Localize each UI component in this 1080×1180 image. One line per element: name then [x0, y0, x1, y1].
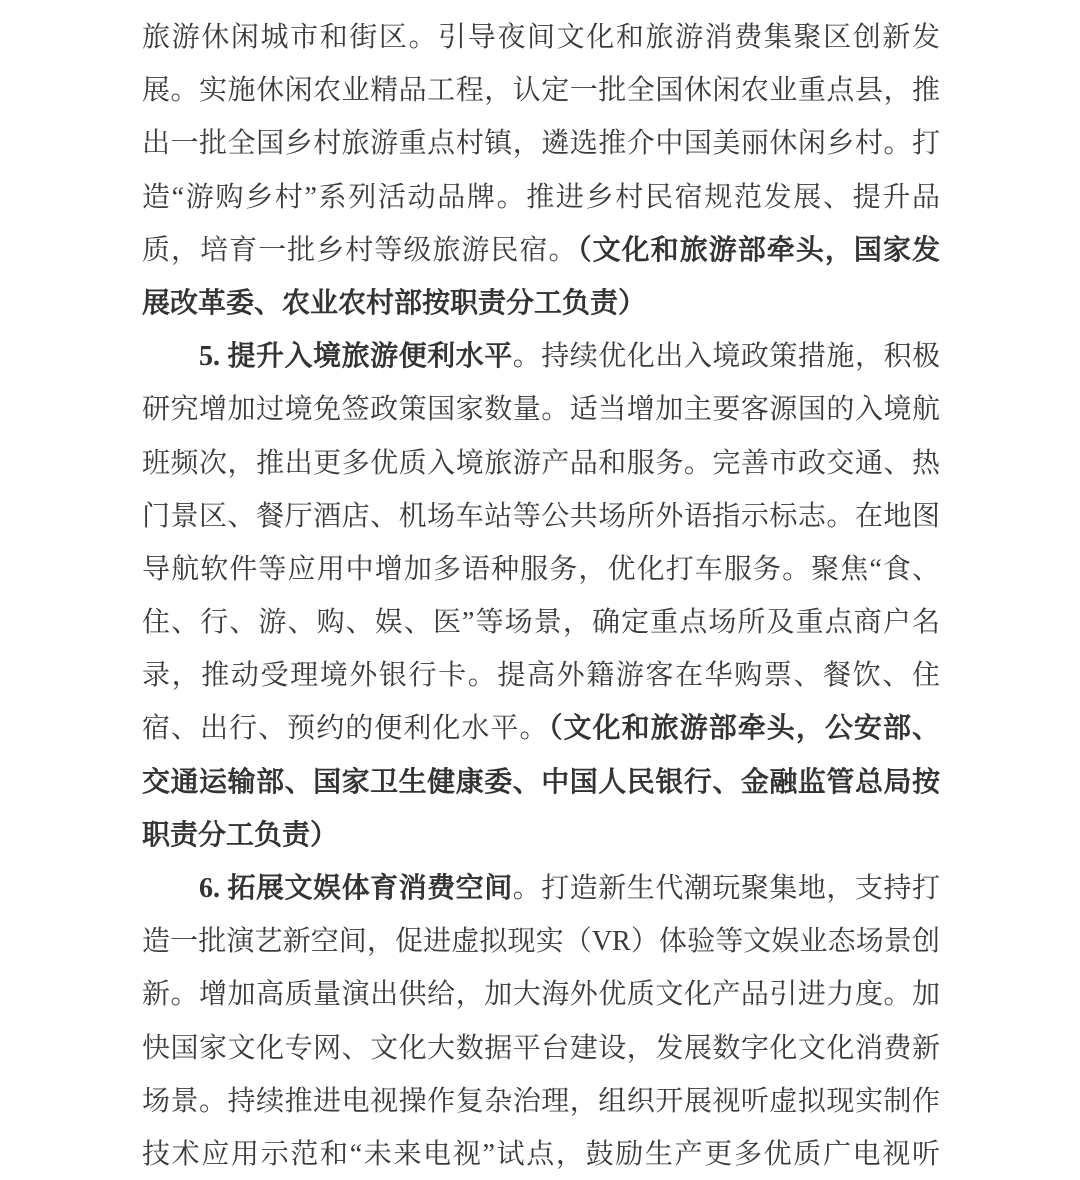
- text-line: [142, 11, 940, 64]
- emphasis-text-segment: 5. 提升入境旅游便利水平: [199, 341, 513, 373]
- text-segment: 技术应用示范和“未来电视”试点，鼓励生产更多优质广电视听: [142, 1138, 940, 1170]
- text-line: [142, 1075, 940, 1128]
- text-line: [142, 64, 940, 117]
- text-segment: 导航软件等应用中增加多语种服务，优化打车服务。聚焦“食、: [142, 553, 940, 585]
- text-segment: 门景区、餐厅酒店、机场车站等公共场所外语指示标志。在地图: [142, 500, 940, 532]
- text-line: [142, 437, 940, 490]
- text-line: [142, 862, 940, 915]
- text-segment: 造“游购乡村”系列活动品牌。推进乡村民宿规范发展、提升品: [142, 181, 940, 213]
- text-segment: 研究增加过境免签政策国家数量。适当增加主要客源国的入境航: [142, 394, 940, 426]
- text-segment: 质，培育一批乡村等级旅游民宿。: [142, 234, 578, 266]
- text-segment: 快国家文化专网、文化大数据平台建设，发展数字化文化消费新: [142, 1032, 940, 1064]
- emphasis-text-segment: （文化和旅游部牵头，国家发: [577, 234, 940, 266]
- text-segment: 场景。持续推进电视操作复杂治理，组织开展视听虚拟现实制作: [142, 1085, 940, 1117]
- emphasis-text-segment: 6. 拓展文娱体育消费空间: [199, 873, 513, 904]
- emphasis-text-segment: 职责分工负责）: [142, 819, 339, 851]
- text-segment: 造一批演艺新空间，促进虚拟现实（VR）体验等文娱业态场景创: [142, 926, 940, 958]
- text-segment: 录，推动受理境外银行卡。提高外籍游客在华购票、餐饮、住: [142, 660, 940, 692]
- text-segment: 。打造新生代潮玩聚集地，支持打: [512, 873, 940, 904]
- text-line: [142, 915, 940, 968]
- text-segment: 住、行、游、购、娱、医”等场景，确定重点场所及重点商户名: [142, 607, 940, 639]
- text-segment: 旅游休闲城市和街区。引导夜间文化和旅游消费集聚区创新发: [142, 22, 940, 53]
- text-segment: 班频次，推出更多优质入境旅游产品和服务。完善市政交通、热: [142, 447, 940, 479]
- text-line: [142, 277, 940, 330]
- text-line: [142, 383, 940, 436]
- emphasis-text-segment: 交通运输部、国家卫生健康委、中国人民银行、金融监管总局按: [142, 766, 940, 798]
- text-line: [142, 490, 940, 543]
- text-segment: 宿、出行、预约的便利化水平。: [142, 713, 549, 745]
- text-segment: 。持续优化出入境政策措施，积极: [512, 341, 940, 373]
- text-line: [142, 543, 940, 596]
- text-line: [142, 330, 940, 383]
- text-line: [142, 1022, 940, 1075]
- text-line: [142, 809, 940, 862]
- text-line: [142, 702, 940, 755]
- emphasis-text-segment: （文化和旅游部牵头，公安部、: [548, 713, 940, 745]
- text-line: [142, 1128, 940, 1180]
- text-segment: 展。实施休闲农业精品工程，认定一批全国休闲农业重点县，推: [142, 75, 940, 107]
- text-line: [142, 117, 940, 170]
- text-line: [142, 171, 940, 224]
- text-line: [142, 224, 940, 277]
- text-line: [142, 968, 940, 1021]
- emphasis-text-segment: 展改革委、农业农村部按职责分工负责）: [142, 287, 647, 319]
- document-text-block: [142, 11, 940, 1180]
- text-segment: 新。增加高质量演出供给，加大海外优质文化产品引进力度。加: [142, 979, 940, 1011]
- text-segment: 出一批全国乡村旅游重点村镇，遴选推介中国美丽休闲乡村。打: [142, 128, 940, 160]
- text-line: [142, 596, 940, 649]
- text-line: [142, 756, 940, 809]
- text-line: [142, 649, 940, 702]
